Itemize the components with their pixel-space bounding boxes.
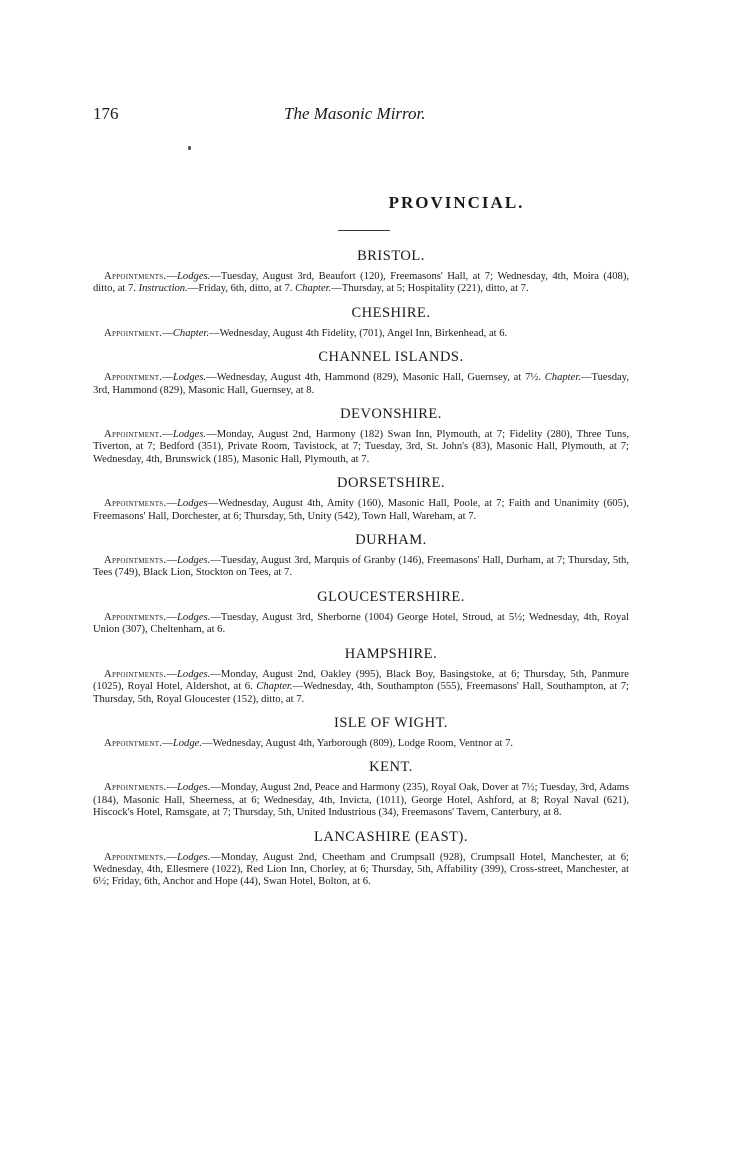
- entry-text: —Tuesday, August 3rd, Marquis of Granby (146), Freemasons' Hall, Durham, at 7; Thursday, 5th, Tees (749), Black Lion, Stockton on Tees, at 7.: [93, 555, 629, 579]
- appointment-label: Appointment.: [104, 737, 163, 749]
- county-heading: CHANNEL ISLANDS.: [318, 349, 464, 366]
- appointment-entry: [93, 328, 629, 340]
- meeting-category: Instruction.: [138, 283, 188, 295]
- county-section: [93, 646, 629, 706]
- meeting-category: Chapter.: [172, 327, 210, 339]
- meeting-category: Lodge.: [172, 737, 202, 749]
- entry-text: —Tuesday, August 3rd, Sherborne (1004) George Hotel, Stroud, at 5½; Wednesday, 4th, Royal Union (307), Cheltenham, at 6.: [93, 611, 629, 636]
- entry-text: —Wednesday, August 4th Fidelity, (701), Angel Inn, Birkenhead, at 6.: [209, 327, 508, 339]
- county-heading: DURHAM.: [355, 532, 427, 549]
- county-section: [93, 248, 629, 296]
- county-section: [93, 829, 629, 889]
- appointment-entry: [93, 271, 629, 296]
- entry-text: —: [166, 498, 178, 510]
- entry-text: —: [166, 271, 178, 282]
- appointment-label: Appointment.: [104, 327, 163, 339]
- county-sections: [93, 248, 629, 898]
- appointment-entry: [93, 372, 629, 397]
- appointment-entry: [93, 555, 629, 580]
- county-section: [93, 406, 629, 466]
- entry-text: —: [166, 555, 178, 567]
- meeting-category: Lodges.: [177, 668, 211, 680]
- title-rule: [338, 230, 390, 231]
- meeting-category: Lodges.: [177, 851, 211, 863]
- county-section: [93, 305, 629, 340]
- county-section: [93, 715, 629, 750]
- meeting-category: Lodges.: [172, 372, 207, 384]
- entry-text: —Monday, August 2nd, Oakley (995), Black Boy, Basingstoke, at 6; Thursday, 5th, Panmure (1025), Royal Hotel, Aldershot, at 6.: [93, 668, 629, 693]
- appointment-entry: [93, 738, 629, 750]
- county-section: [93, 759, 629, 819]
- county-section: [93, 475, 629, 523]
- appointment-label: Appointment.: [104, 372, 163, 384]
- meeting-category: Lodges.: [177, 555, 211, 567]
- county-heading: KENT.: [369, 759, 413, 776]
- county-section: [93, 532, 629, 580]
- appointment-entry: [93, 429, 629, 466]
- entry-text: —: [162, 327, 173, 339]
- appointment-label: Appointment.: [104, 429, 163, 441]
- ink-speck: [188, 146, 191, 150]
- meeting-category: Lodges: [177, 498, 208, 510]
- entry-text: —Friday, 6th, ditto, at 7.: [187, 283, 296, 295]
- county-heading: ISLE OF WIGHT.: [334, 714, 448, 731]
- meeting-category: Lodges.: [177, 271, 211, 282]
- meeting-category: Lodges.: [172, 429, 207, 441]
- appointment-label: Appointments.: [104, 851, 167, 863]
- appointment-entry: [93, 852, 629, 889]
- entry-text: —: [166, 611, 178, 623]
- entry-text: —: [162, 737, 173, 749]
- meeting-category: Chapter.: [295, 283, 332, 295]
- running-title: The Masonic Mirror.: [284, 104, 426, 123]
- entry-text: —: [166, 668, 178, 680]
- appointment-label: Appointments.: [104, 498, 167, 510]
- county-heading: CHESHIRE.: [351, 304, 431, 321]
- entry-text: —: [166, 851, 178, 863]
- entry-text: —: [166, 782, 178, 794]
- county-heading: DORSETSHIRE.: [337, 475, 445, 492]
- page-title: PROVINCIAL.: [388, 193, 525, 212]
- entry-text: —Tuesday, 3rd, Hammond (829), Masonic Hall, Guernsey, at 8.: [93, 372, 629, 396]
- appointment-entry: [93, 498, 629, 523]
- page-number: 176: [93, 104, 119, 123]
- county-heading: DEVONSHIRE.: [340, 406, 442, 423]
- county-section: [93, 589, 629, 637]
- meeting-category: Chapter.: [256, 681, 293, 693]
- entry-text: —Wednesday, August 4th, Yarborough (809), Lodge Room, Ventnor at 7.: [201, 737, 514, 749]
- appointment-entry: [93, 669, 629, 706]
- entry-text: —: [162, 372, 173, 384]
- county-heading: GLOUCESTERSHIRE.: [317, 588, 465, 605]
- appointment-label: Appointments.: [104, 271, 167, 282]
- meeting-category: Lodges.: [177, 611, 211, 623]
- appointment-label: Appointments.: [104, 555, 167, 567]
- entry-text: —: [162, 429, 173, 441]
- county-heading: BRISTOL.: [357, 248, 425, 264]
- entry-text: —Tuesday, August 3rd, Beaufort (120), Freemasons' Hall, at 7; Wednesday, 4th, Moira (408), ditto, at 7.: [93, 271, 629, 295]
- appointment-entry: [93, 612, 629, 637]
- entry-text: —Wednesday, August 4th, Hammond (829), Masonic Hall, Guernsey, at 7½.: [206, 372, 545, 384]
- entry-text: —Monday, August 2nd, Harmony (182) Swan Inn, Plymouth, at 7; Fidelity (280), Three Tuns, Tiverton, at 7; Bedford (351), Private Room, Tavistock, at 7; Tuesday, 3rd, St. John's (83), Masonic Hall, Plymouth, at 7; Wednesday, 4th, Brunswick (185), Masonic Hall, Plymouth, at 7.: [93, 429, 629, 465]
- appointment-label: Appointments.: [104, 668, 167, 680]
- entry-text: —Wednesday, August 4th, Amity (160), Masonic Hall, Poole, at 7; Faith and Unanimity (605), Freemasons' Hall, Dorchester, at 6; Thursday, 5th, Unity (542), Town Hall, Wareham, at 7.: [93, 498, 629, 522]
- meeting-category: Lodges.: [177, 782, 211, 794]
- entry-text: —Monday, August 2nd, Cheetham and Crumpsall (928), Crumpsall Hotel, Manchester, at 6; Wednesday, 4th, Ellesmere (1022), Red Lion Inn, Chorley, at 6; Thursday, 5th, Affability (399), Cross-street, Manchester, at 6½; Friday, 6th, Anchor and Hope (44), Swan Hotel, Bolton, at 6.: [93, 851, 629, 888]
- entry-text: —Wednesday, 4th, Southampton (555), Freemasons' Hall, Southampton, at 7; Thursday, 5th, Royal Gloucester (152), ditto, at 7.: [93, 681, 629, 705]
- county-section: [93, 349, 629, 397]
- appointment-label: Appointments.: [104, 782, 167, 794]
- county-heading: HAMPSHIRE.: [344, 645, 438, 662]
- appointment-label: Appointments.: [104, 611, 167, 623]
- meeting-category: Chapter.: [544, 372, 581, 384]
- appointment-entry: [93, 782, 629, 819]
- entry-text: —Monday, August 2nd, Peace and Harmony (235), Royal Oak, Dover at 7½; Tuesday, 3rd, Adams (184), Masonic Hall, Sheerness, at 6; Wednesday, 4th, Invicta, (1011), George Hotel, Ashford, at 8; Royal Naval (621), Hiscock's Hotel, Ramsgate, at 7; Thursday, 5th, United Industrious (34), Freemasons' Tavern, Canterbury, at 8.: [93, 782, 629, 819]
- entry-text: —Thursday, at 5; Hospitality (221), ditto, at 7.: [331, 283, 529, 295]
- county-heading: LANCASHIRE (EAST).: [314, 828, 468, 845]
